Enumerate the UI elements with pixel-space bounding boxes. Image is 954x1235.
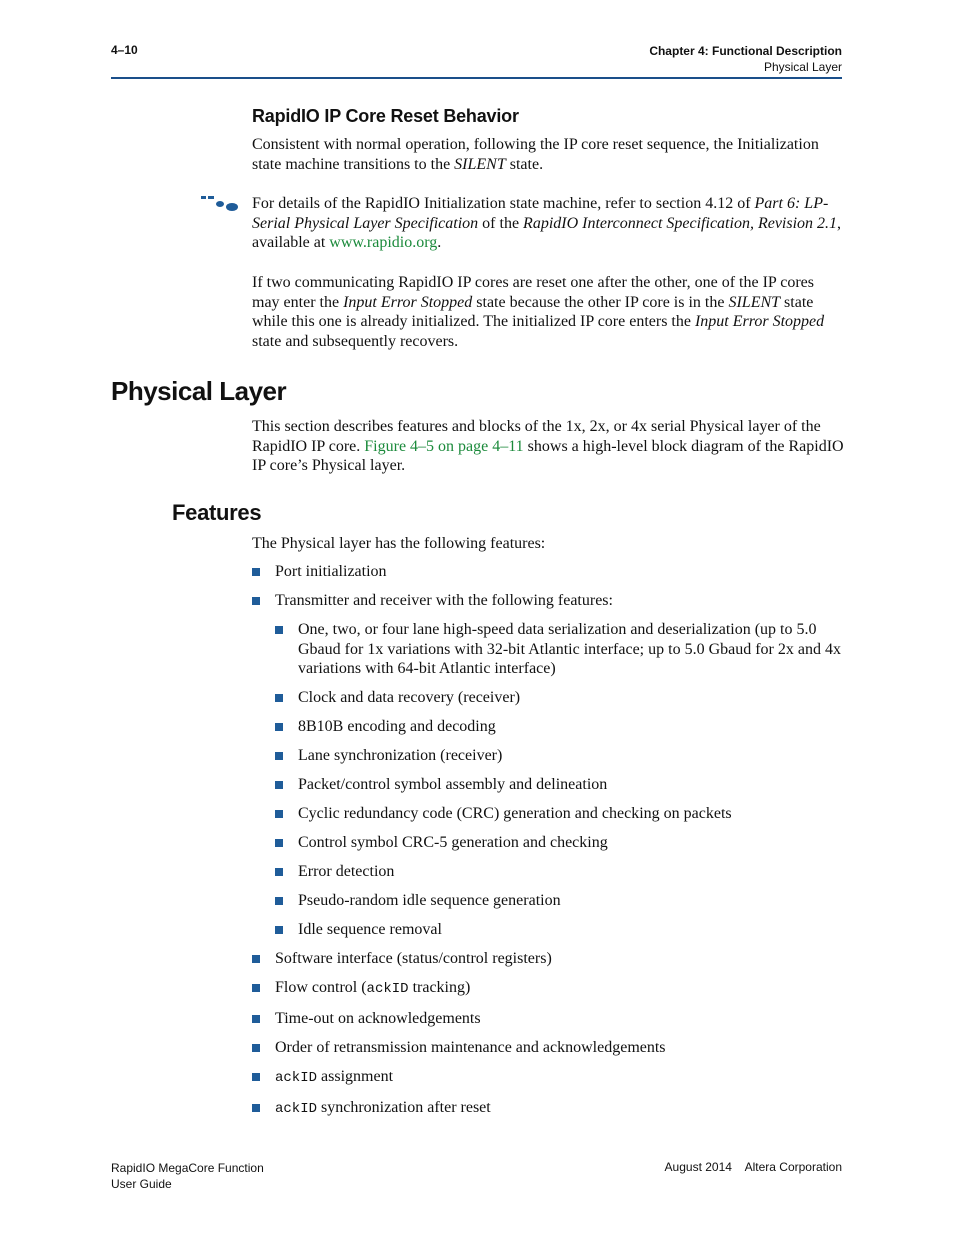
list-item: Transmitter and receiver with the following features: One, two, or four lane high-speed data serialization and deserialization (up to 5.0 Gbaud for 1x variations with 32-bit Atlantic interface; up to 5.0 Gbaud for 2x and 4x variations with 64-bit Atlantic interface) Clock and data recovery (receiver) 8B10B encoding and decoding Lane synchronization (receiver) Packet/control symbol assembly and delineation Cyclic redundancy code (CRC) generation and checking on packets Control symbol CRC-5 generation and checking Error detection Pseudo-random idle sequence generation Idle sequence removal (252, 591, 844, 940)
bullet-square-icon (252, 1015, 260, 1023)
bullet-square-icon (275, 810, 283, 818)
physical-layer-heading: Physical Layer (111, 376, 287, 406)
rapidio-org-link[interactable]: www.rapidio.org (329, 234, 438, 252)
list-item: ackID assignment (252, 1067, 844, 1089)
bullet-square-icon (275, 752, 283, 760)
bullet-square-icon (252, 1073, 260, 1081)
sub-list-item: Cyclic redundancy code (CRC) generation and checking on packets (275, 804, 844, 824)
bullet-square-icon (252, 955, 260, 963)
reset-paragraph-2: If two communicating RapidIO IP cores are reset one after the other, one of the IP cores may enter the Input Error Stopped state because the other IP core is in the SILENT state while this one is already initialized. The initialized IP core enters the Input Error Stopped state and subsequently recovers. (252, 274, 825, 350)
list-item: Flow control (ackID tracking) (252, 978, 844, 1000)
sub-list-item: Clock and data recovery (receiver) (275, 688, 844, 708)
sub-list-item: Lane synchronization (receiver) (275, 746, 844, 766)
page-number: 4–10 (111, 43, 138, 57)
list-item: Order of retransmission maintenance and acknowledgements (252, 1038, 844, 1058)
bullet-square-icon (275, 897, 283, 905)
features-list (252, 562, 844, 1129)
sub-list-item: One, two, or four lane high-speed data serialization and deserialization (up to 5.0 Gbaud for 1x variations with 32-bit Atlantic interface; up to 5.0 Gbaud for 2x and 4x variations with 64-bit Atlantic interface) (275, 620, 844, 679)
bullet-square-icon (252, 1044, 260, 1052)
list-item: Software interface (status/control registers) (252, 949, 844, 969)
list-item: Time-out on acknowledgements (252, 1009, 844, 1029)
document-type: User Guide (111, 1177, 172, 1191)
running-header (649, 43, 842, 75)
bullet-square-icon (275, 781, 283, 789)
note-pointer-icon (201, 194, 239, 212)
bullet-square-icon (275, 694, 283, 702)
bullet-square-icon (252, 984, 260, 992)
bullet-square-icon (252, 597, 260, 605)
list-item: ackID synchronization after reset (252, 1098, 844, 1120)
sub-list-item: Idle sequence removal (275, 920, 844, 940)
features-heading: Features (172, 500, 262, 525)
bullet-square-icon (275, 868, 283, 876)
sub-list-item: Packet/control symbol assembly and delineation (275, 775, 844, 795)
bullet-square-icon (275, 626, 283, 634)
bullet-square-icon (275, 723, 283, 731)
figure-4-5-link[interactable]: Figure 4–5 on page 4–11 (364, 437, 524, 455)
bullet-square-icon (252, 1104, 260, 1112)
note-paragraph: For details of the RapidIO Initialization state machine, refer to section 4.12 of Part 6: LP-Serial Physical Layer Specification of the RapidIO Interconnect Specification, Revision 2.1, available at www.rapidio.org. (252, 195, 842, 252)
sub-list-item: Error detection (275, 862, 844, 882)
physical-layer-intro: This section describes features and blocks of the 1x, 2x, or 4x serial Physical layer of the RapidIO IP core. Figure 4–5 on page 4–11 shows a high-level block diagram of the RapidIO IP core’s Physical layer. (252, 418, 844, 475)
sub-list-item: Control symbol CRC-5 generation and checking (275, 833, 844, 853)
header-rule (111, 77, 842, 79)
reset-behavior-heading: RapidIO IP Core Reset Behavior (252, 106, 519, 126)
footer-product (111, 1160, 264, 1192)
bullet-square-icon (275, 839, 283, 847)
bullet-square-icon (275, 926, 283, 934)
sub-list-item: Pseudo-random idle sequence generation (275, 891, 844, 911)
transceiver-sublist (275, 620, 844, 940)
footer-date-company: August 2014 Altera Corporation (664, 1160, 842, 1174)
product-name: RapidIO MegaCore Function (111, 1161, 264, 1175)
bullet-square-icon (252, 568, 260, 576)
section-title: Physical Layer (763, 60, 842, 74)
features-intro: The Physical layer has the following features: (252, 535, 546, 552)
sub-list-item: 8B10B encoding and decoding (275, 717, 844, 737)
reset-paragraph-1: Consistent with normal operation, following the IP core reset sequence, the Initialization state machine transitions to the SILENT state. (252, 136, 819, 173)
list-item: Port initialization (252, 562, 844, 582)
chapter-title: Chapter 4: Functional Description (649, 44, 842, 58)
